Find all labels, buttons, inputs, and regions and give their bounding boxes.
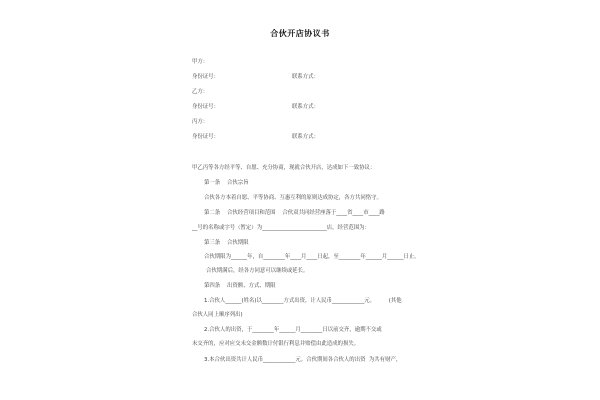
party-c-label: 丙方： [192,119,209,125]
article1-text: 合伙各方本着自愿、平等协商、互惠互利的原则达成协定，各方共同恪守。 [204,195,382,201]
party-c-id-label: 身份证号： [192,134,219,140]
party-a-label: 甲方： [192,59,209,65]
intro-paragraph: 甲乙丙等各方经平等、自愿、充分协商，现就合伙开店，达成如下一致协议： [192,165,376,171]
party-a-id-label: 身份证号： [192,74,219,80]
party-b-contact-label: 联系方式： [292,104,319,110]
page-title: 合伙开店协议书 [270,29,330,38]
article4-item-3: 3.本合伙出资共计人民币____________元。合伙期间各合伙人的出资 为共有财产， [204,357,402,363]
article4-heading: 第四条 出资额、方式、期限 [204,283,276,289]
article3-text: 合伙期限为______年，自________年____月____日起，至________年______月______日止。 [204,254,420,260]
party-c-contact-label: 联系方式： [292,134,319,140]
party-a-contact-label: 联系方式： [292,74,319,80]
party-b-label: 乙方： [192,89,209,95]
article4-item-1: 1.合伙人______(姓名)以________方式出资，计人民币____________元。 (其他 [204,298,402,304]
article3-heading: 第三条 合伙期限 [204,240,249,246]
article2-text: __号的名称或字号（暂定）为________________________店，经营范围为： [192,225,370,231]
article1-heading: 第一条 合伙宗旨 [204,180,249,186]
article2-heading: 第二条 合伙经营项目和范围 合伙双共同经营座落于____省____市____路 [204,210,385,216]
party-b-id-label: 身份证号： [192,104,219,110]
article3-text-2: 合伙期满后，经各方同意可以继续或延长。 [206,268,309,274]
article4-item-2-cont: 未交齐的，应对应交未交金额数计付银行利息并赔偿由此造成的损失。 [192,341,360,347]
article4-item-1-cont: 合伙人同上顺序列出) [192,312,243,318]
article4-item-2: 2.合伙人的出资，于________年______月________日以前交齐，逾期不交或 [204,327,382,333]
